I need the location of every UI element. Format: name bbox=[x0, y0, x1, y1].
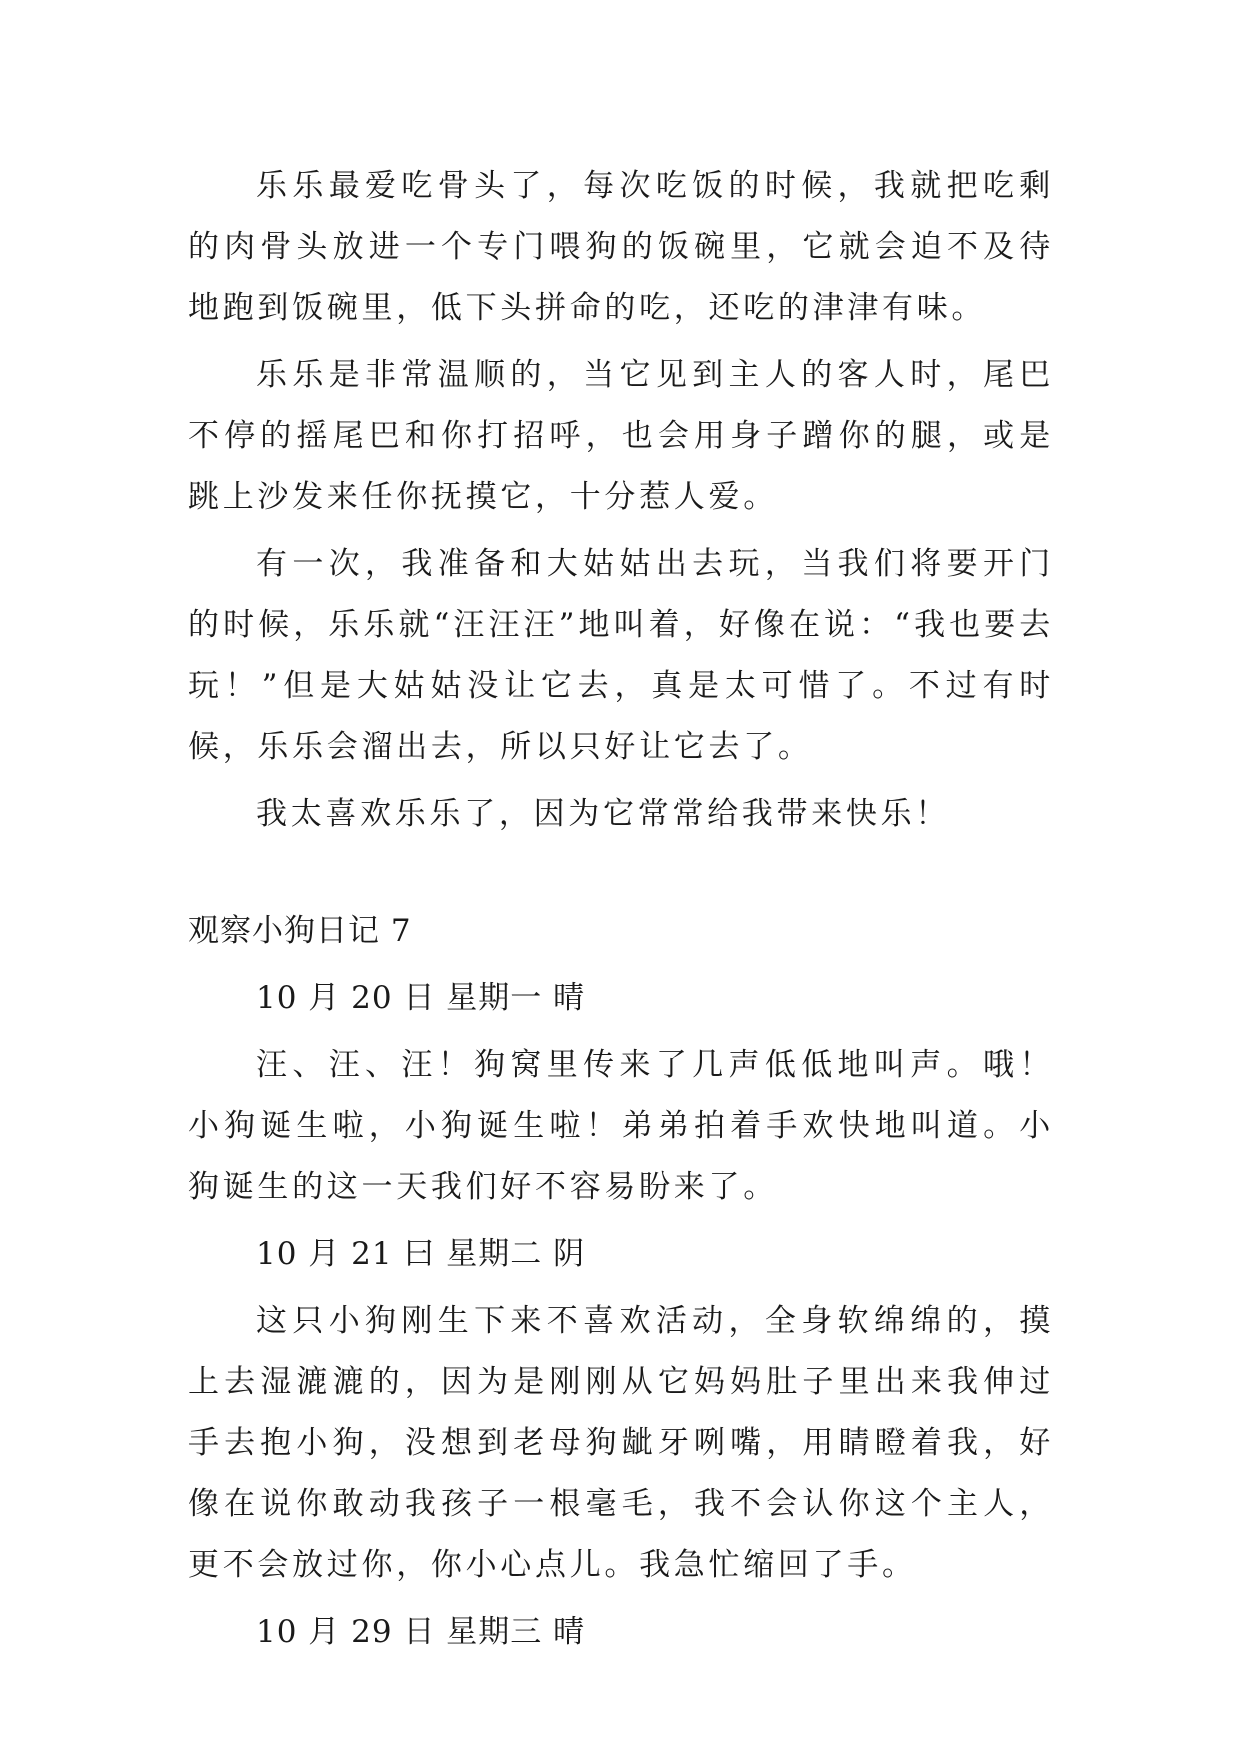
diary-text: 汪、汪、汪！狗窝里传来了几声低低地叫声。哦！小狗诞生啦，小狗诞生啦！弟弟拍着手欢快地叫道。小狗诞生的这一天我们好不容易盼来了。 bbox=[188, 1047, 1054, 1205]
paragraph: 乐乐是非常温顺的，当它见到主人的客人时，尾巴不停的摇尾巴和你打招呼，也会用身子蹭你的腿，或是跳上沙发来任你抚摸它，十分惹人爱。 bbox=[188, 357, 1054, 515]
paragraph: 有一次，我准备和大姑姑出去玩，当我们将要开门的时候，乐乐就“汪汪汪”地叫着，好像在说：“我也要去玩！”但是大姑姑没让它去，真是太可惜了。不过有时候，乐乐会溜出去，所以只好让它去了。 bbox=[188, 546, 1054, 765]
diary-text: 这只小狗刚生下来不喜欢活动，全身软绵绵的，摸上去湿漉漉的，因为是刚刚从它妈妈肚子里出来我伸过手去抱小狗，没想到老母狗龇牙咧嘴，用睛瞪着我，好像在说你敢动我孩子一根毫毛，我不会认你这个主人，更不会放过你，你小心点儿。我急忙缩回了手。 bbox=[188, 1303, 1054, 1583]
section-title: 观察小狗日记 7 bbox=[188, 913, 412, 949]
diary-date: 10 月 21 曰 星期二 阴 bbox=[256, 1236, 586, 1272]
paragraph: 我太喜欢乐乐了，因为它常常给我带来快乐！ bbox=[256, 796, 950, 832]
diary-date: 10 月 20 日 星期一 晴 bbox=[256, 980, 586, 1016]
diary-date: 10 月 29 日 星期三 晴 bbox=[256, 1614, 586, 1650]
document-body bbox=[188, 156, 1054, 1669]
paragraph: 乐乐最爱吃骨头了，每次吃饭的时候，我就把吃剩的肉骨头放进一个专门喂狗的饭碗里，它就会迫不及待地跑到饭碗里，低下头拼命的吃，还吃的津津有味。 bbox=[188, 168, 1054, 326]
